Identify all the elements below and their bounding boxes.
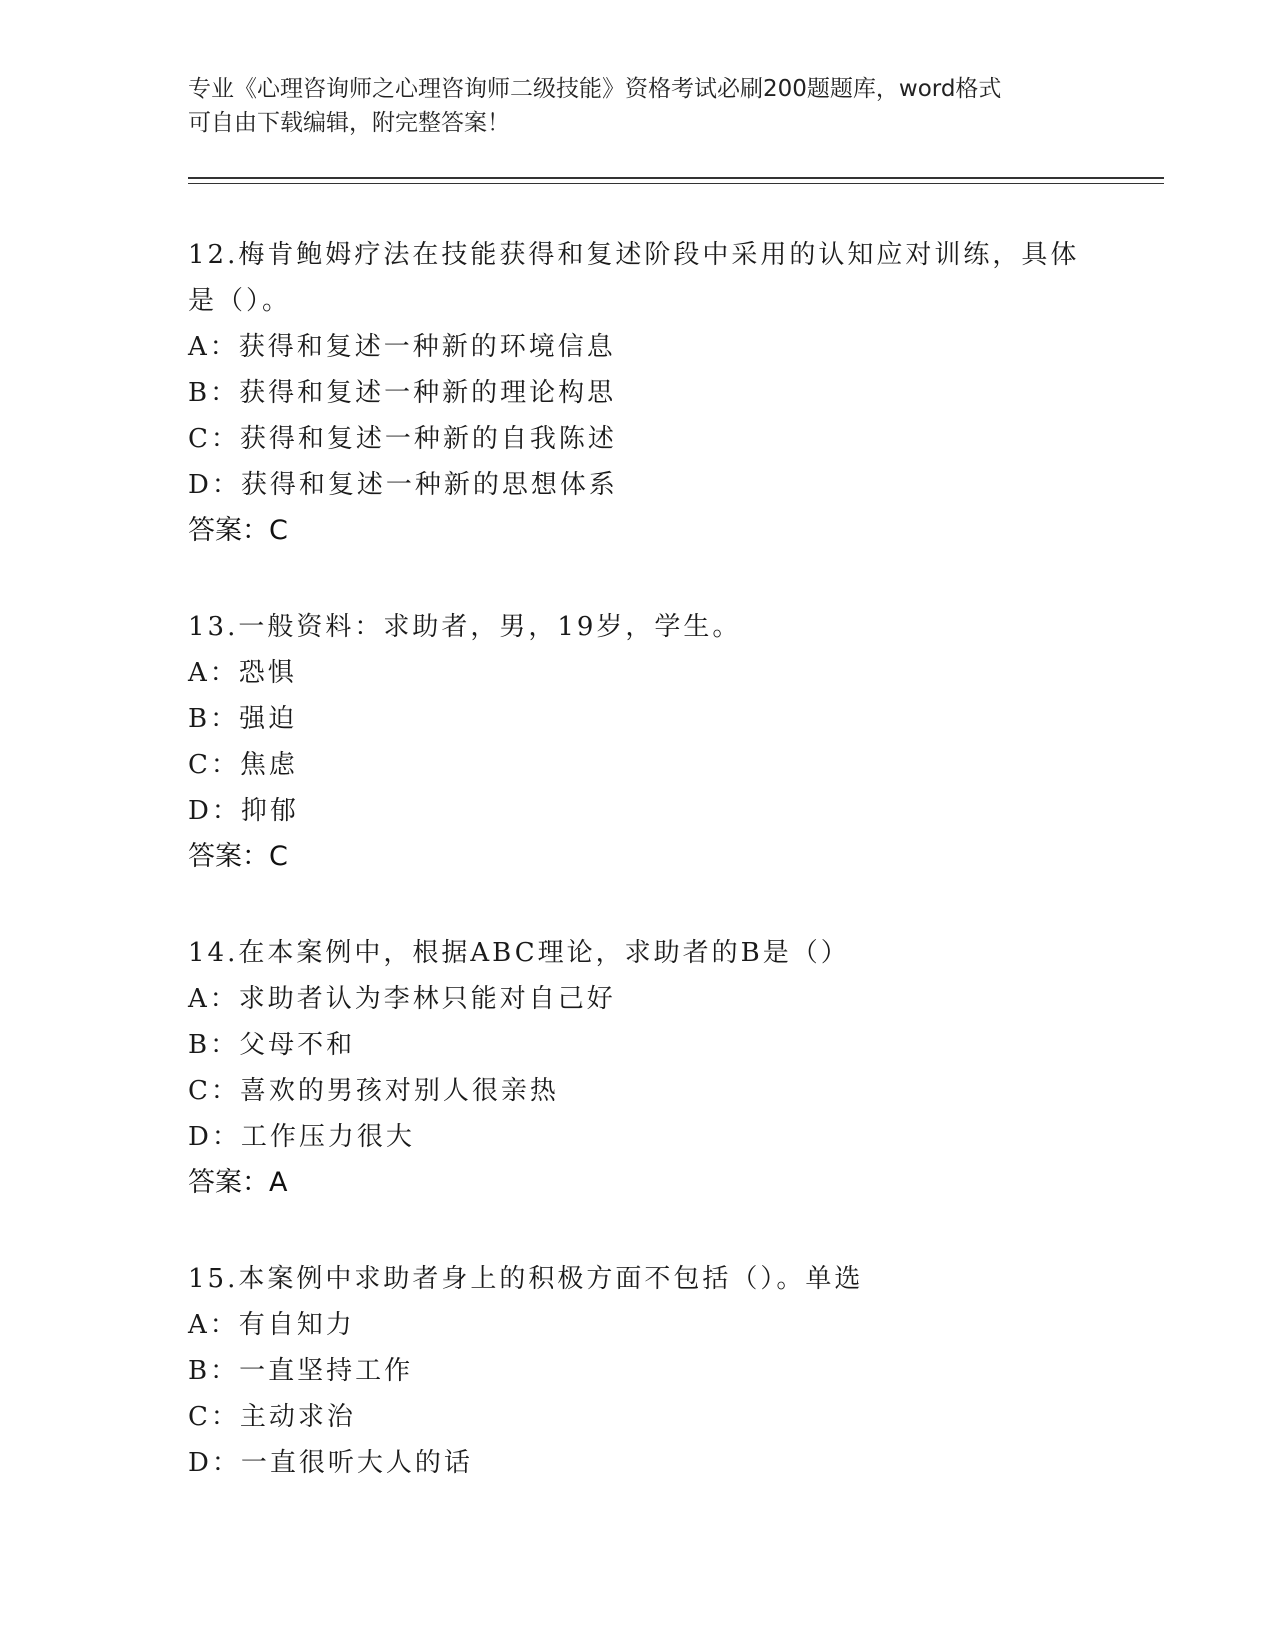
question-14 (188, 930, 1088, 1206)
question-stem: 15.本案例中求助者身上的积极方面不包括（）。单选 (188, 1264, 864, 1294)
header-divider-thin (188, 183, 1164, 184)
option-b: B：强迫 (188, 704, 298, 734)
option-d: D：工作压力很大 (188, 1122, 415, 1152)
option-b: B：父母不和 (188, 1030, 356, 1060)
option-c: C：主动求治 (188, 1402, 356, 1432)
option-d: D：获得和复述一种新的思想体系 (188, 470, 618, 500)
option-d: D：抑郁 (188, 796, 299, 826)
question-stem: 13.一般资料：求助者，男，19岁，学生。 (188, 612, 742, 642)
question-15 (188, 1256, 1088, 1486)
question-12 (188, 232, 1088, 554)
option-d: D：一直很听大人的话 (188, 1448, 473, 1478)
option-b: B：获得和复述一种新的理论构思 (188, 378, 617, 408)
option-a: A：恐惧 (188, 658, 297, 688)
question-stem: 12.梅肯鲍姆疗法在技能获得和复述阶段中采用的认知应对训练，具体 (188, 240, 1080, 270)
option-a: A：有自知力 (188, 1310, 355, 1340)
question-stem-continued: 是（）。 (188, 286, 292, 316)
option-b: B：一直坚持工作 (188, 1356, 414, 1386)
question-list (188, 232, 1088, 1536)
option-a: A：求助者认为李林只能对自己好 (188, 984, 616, 1014)
header-line-2: 可自由下载编辑，附完整答案！ (188, 110, 510, 136)
header-divider-thick (188, 177, 1164, 179)
answer: 答案：C (188, 515, 288, 546)
question-13 (188, 604, 1088, 880)
option-c: C：焦虑 (188, 750, 298, 780)
document-header (188, 72, 1088, 140)
answer: 答案：A (188, 1167, 288, 1198)
header-line-1: 专业《心理咨询师之心理咨询师二级技能》资格考试必刷200题题库，word格式 (188, 76, 1002, 102)
question-stem: 14.在本案例中，根据ABC理论，求助者的B是（） (188, 938, 850, 968)
option-c: C：喜欢的男孩对别人很亲热 (188, 1076, 559, 1106)
option-a: A：获得和复述一种新的环境信息 (188, 332, 616, 362)
answer: 答案：C (188, 841, 288, 872)
option-c: C：获得和复述一种新的自我陈述 (188, 424, 617, 454)
